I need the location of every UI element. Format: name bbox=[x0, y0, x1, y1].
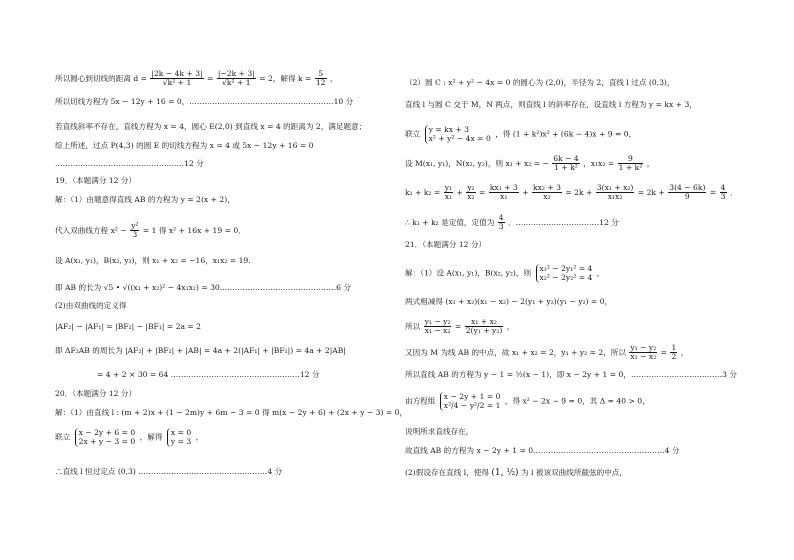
point-label: (1, ½) bbox=[491, 468, 519, 478]
text-line: 设 M(x₁, y₁)，N(x₂, y₂)，则 x₁ + x₂ = − $\frac{6k - 4}{\text{1 + k²}}$ ，x₁x₂ = $\frac{9}{\text{1 + k²}}$ ， bbox=[405, 154, 655, 173]
text-line: 所以切线方程为 5x − 12y + 16 = 0，…………………………………………………10 分 bbox=[55, 97, 354, 106]
text-line: ……………………………………………12 分 bbox=[55, 159, 204, 168]
equation-system: x₁² − 2y₁² = 4 x₂² − 2y₂² = 4 bbox=[536, 264, 593, 283]
text-line: 由方程组 x − 2y + 1 = 0 x²/4 − y²/2 = 1 ，得 x² − 2x − 9 = 0，其 Δ = 40 > 0， bbox=[405, 392, 650, 411]
fraction: $\frac{3(4 - 6k)}{9}$ bbox=[669, 183, 706, 202]
text-line: 若直线斜率不存在，直线方程为 x = 4，圆心 E(2,0) 到直线 x = 4 的距离为 2，满足题意； bbox=[55, 122, 367, 131]
text-line: 联立 y = kx + 3 x² + y² − 4x = 0 ，得 (1 + k²)x² + (6k − 4)x + 9 = 0， bbox=[405, 125, 637, 144]
text-line: 直线 l 与圆 C 交于 M，N 两点，则直线 l 的斜率存在，设直线 l 方程为 y = kx + 3， bbox=[405, 100, 697, 109]
fraction: $\frac{9}{\text{1 + k²}}$ bbox=[618, 154, 643, 173]
text-line: 两式相减得 (x₁ + x₂)(x₁ − x₂) − 2(y₁ + y₂)(y₁ − y₂) = 0， bbox=[405, 297, 613, 306]
fraction: $\frac{\text{y²}}{3}$ bbox=[131, 221, 139, 240]
equation-system: x − 2y + 6 = 0 2x + y − 3 = 0 bbox=[75, 428, 136, 447]
text-line: 说明所求直线存在， bbox=[405, 427, 474, 436]
text-line: (2)由双曲线的定义得 bbox=[55, 301, 127, 310]
text-line: ∴直线 l 恒过定点 (0,3) ……………………………………………4 分 bbox=[55, 467, 283, 476]
text-line: 即 AB 的长为 √5 • √((x₁ + x₂)² − 4x₁x₂) = 30.………………………………………6 分 bbox=[55, 283, 351, 292]
text-line: k₁ + k₂ = $\frac{\text{y₁}}{\text{x₁}}$ + $\frac{\text{y₂}}{\text{x₂}}$ = $\frac{\text{kx₁ + 3}}{\text{x₁}}$ + $\frac{\text{kx₂ + 3}}{\text{x₂}}$ = 2k + $\frac{\text{3(x₁ + x₂)}}{\text{x₁x₂}}$ = 2k + $\frac{3(4 - 6k)}{9}$ = $\frac{4}{3}$ ． bbox=[405, 183, 738, 202]
equation-system: x − 2y + 1 = 0 x²/4 − y²/2 = 1 bbox=[440, 392, 501, 411]
text-line: 解：（1）由题意得直线 AB 的方程为 y = 2(x + 2)， bbox=[55, 195, 235, 204]
fraction: $\frac{1}{2}$ bbox=[671, 343, 677, 362]
question-header: 21．（本题满分 12 分） bbox=[405, 240, 487, 249]
text-line: 设 A(x₁, y₁)，B(x₂, y₂)，则 x₁ + x₂ = −16，x₁x₂ = 19. bbox=[55, 256, 251, 265]
fraction: $\frac{5}{12}$ bbox=[315, 69, 326, 88]
text-line: ∴ k₁ + k₂ 是定值，定值为 $\frac{4}{3}$ ．……………………………12 分 bbox=[405, 213, 619, 232]
equation-system: x = 0 y = 3 bbox=[167, 428, 191, 447]
fraction: $\frac{6k - 4}{\text{1 + k²}}$ bbox=[553, 154, 579, 173]
fraction: $\frac{\text{y₁}}{\text{x₁}}$ bbox=[444, 183, 453, 202]
text-line: 所以 $\frac{\text{y₁ − y₂}}{\text{x₁ − x₂}}$ = $\frac{\text{x₁ + x₂}}{\text{2(y₁ + y₂)}}$ ， bbox=[405, 317, 515, 336]
fraction: $\frac{|-2k + 3|}{\text{√k² + 1}}$ bbox=[217, 69, 255, 88]
question-header: 20．（本题满分 12 分） bbox=[55, 389, 137, 398]
equation-system: y = kx + 3 x² + y² − 4x = 0 bbox=[425, 125, 491, 144]
question-header: 19．（本题满分 12 分） bbox=[55, 176, 137, 185]
text-line: 又因为 M 为线 AB 的中点，故 x₁ + x₂ = 2，y₁ + y₂ = 2，所以 $\frac{\text{y₁ − y₂}}{\text{x₁ − x₂}}$ = $\frac{1}{2}$ ， bbox=[405, 343, 689, 362]
fraction: $\frac{\text{x₁ + x₂}}{\text{2(y₁ + y₂)}}$ bbox=[465, 317, 503, 336]
text-line: 所以圆心到切线的距离 d = $\frac{|2k - 4k + 3|}{\text{√k² + 1}}$ = $\frac{|-2k + 3|}{\text{√k² + 1}}$ = 2，解得 k = $\frac{5}{12}$ ， bbox=[55, 69, 338, 88]
fraction: $\frac{|2k - 4k + 3|}{\text{√k² + 1}}$ bbox=[151, 69, 203, 88]
text-line: （2）圆 C : x² + y² − 4x = 0 的圆心为 (2,0)，半径为 2，直线 l 过点 (0,3)， bbox=[405, 78, 675, 87]
fraction: $\frac{\text{kx₁ + 3}}{\text{x₁}}$ bbox=[489, 183, 518, 202]
fraction: $\frac{\text{3(x₁ + x₂)}}{\text{x₁x₂}}$ bbox=[596, 183, 634, 202]
fraction: $\frac{4}{3}$ bbox=[720, 183, 726, 202]
fraction: $\frac{\text{y₂}}{\text{x₂}}$ bbox=[467, 183, 475, 202]
text-line: 联立 x − 2y + 6 = 0 2x + y − 3 = 0 ，解得 x = 0 y = 3 ， bbox=[55, 428, 204, 447]
text-line: 故直线 AB 的方程为 x − 2y + 1 = 0.……………………………………………4 分 bbox=[405, 446, 680, 455]
fraction: $\frac{\text{y₁ − y₂}}{\text{x₁ − x₂}}$ bbox=[630, 343, 657, 362]
text-line: |AF₂| − |AF₁| = |BF₂| − |BF₁| = 2a = 2 bbox=[55, 322, 201, 331]
text-line: 综上所述，过点 P(4,3) 的圆 E 的切线方程为 x = 4 或 5x − 12y + 16 = 0 bbox=[55, 141, 314, 150]
text-line: 解：（1）由直线 l : (m + 2)x + (1 − 2m)y + 6m − 3 = 0 得 m(x − 2y + 6) + (2x + y − 3) = 0， bbox=[55, 408, 408, 417]
text-line: = 4 + 2 × 30 = 64 ……………………………………………12 分 bbox=[97, 370, 320, 379]
fraction: $\frac{\text{y₁ − y₂}}{\text{x₁ − x₂}}$ bbox=[424, 317, 451, 336]
text-line: 所以直线 AB 的方程为 y − 1 = ½(x − 1)，即 x − 2y + 1 = 0，………………………………3 分 bbox=[405, 370, 737, 379]
text-line: (2)假设存在直线 l，使得 (1, ½) 为 l 被该双曲线所截弦的中点， bbox=[405, 468, 627, 478]
text-line: 代入双曲线方程 x² − $\frac{\text{y²}}{3}$ = 1 得 x² + 16x + 19 = 0． bbox=[55, 221, 246, 240]
fraction: $\frac{\text{kx₂ + 3}}{\text{x₂}}$ bbox=[532, 183, 561, 202]
fraction: $\frac{4}{3}$ bbox=[498, 213, 504, 232]
text-line: 即 ΔF₂AB 的周长为 |AF₂| + |BF₂| + |AB| = 4a + 2(|AF₁| + |BF₁|) = 4a + 2|AB| bbox=[55, 346, 346, 355]
text-line: 解：（1）设 A(x₁, y₁)，B(x₂, y₂)，则 x₁² − 2y₁² = 4 x₂² − 2y₂² = 4 ， bbox=[405, 264, 605, 283]
